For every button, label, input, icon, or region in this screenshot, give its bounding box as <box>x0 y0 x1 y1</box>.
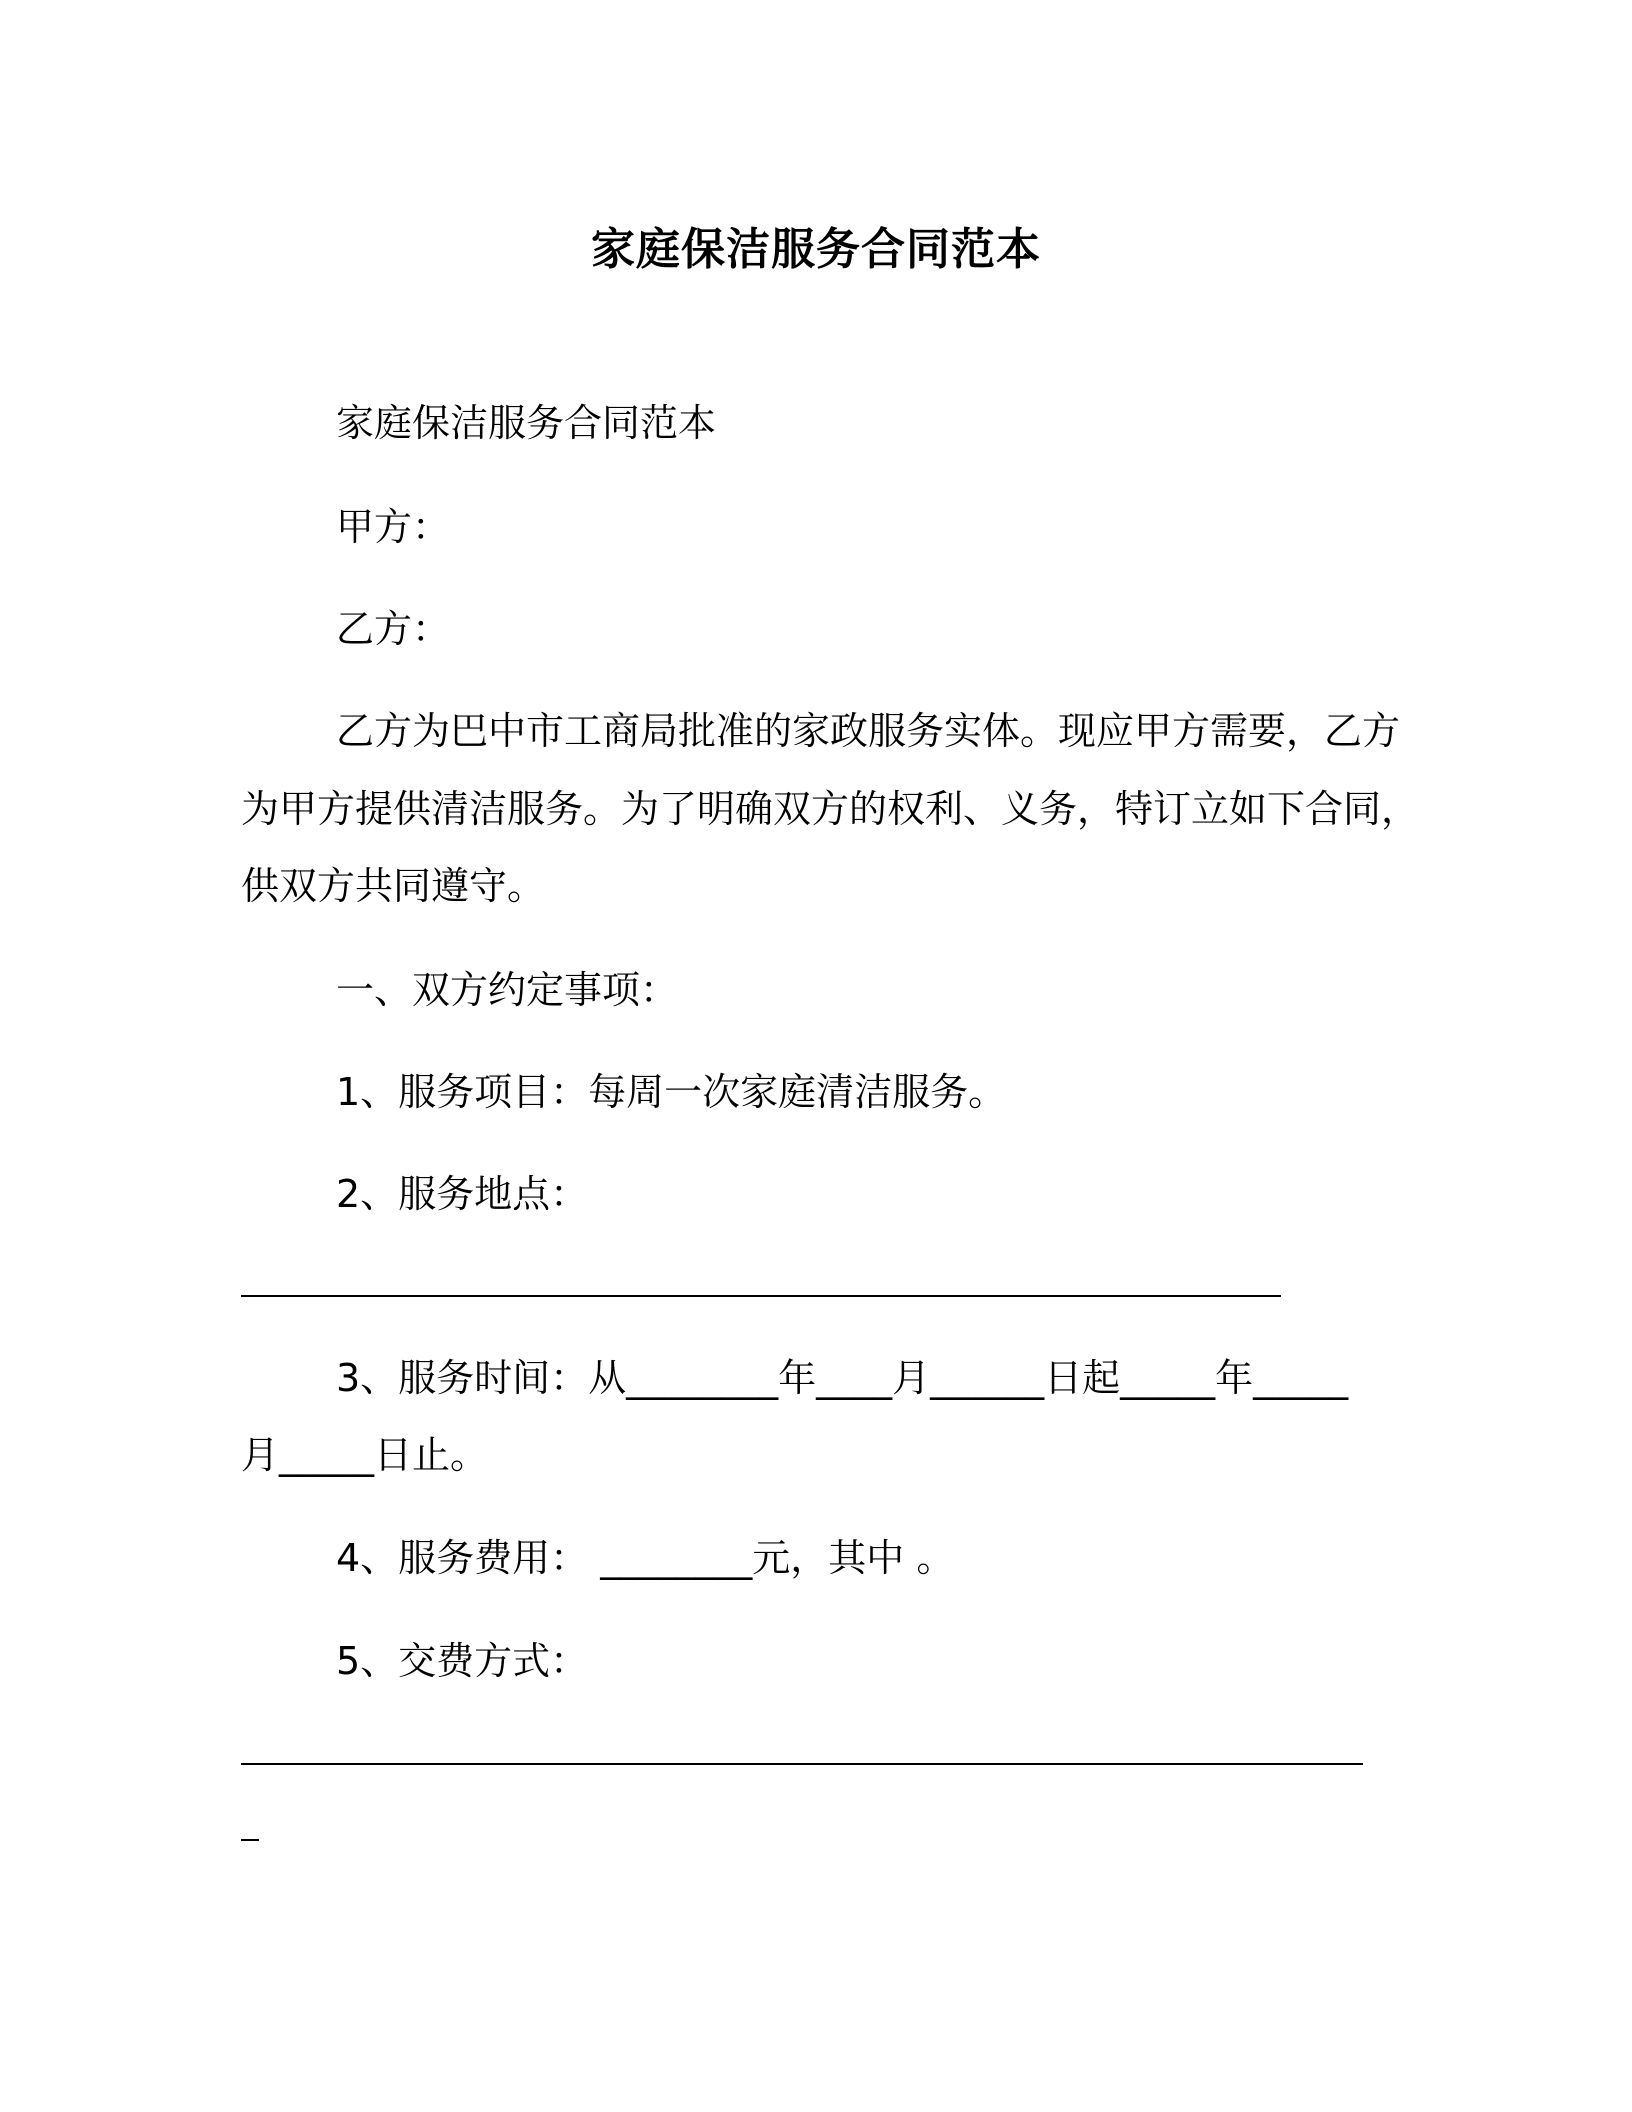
section-1-heading: 一、双方约定事项： <box>336 968 679 1012</box>
intro-paragraph-line-1: 乙方为巴中市工商局批准的家政服务实体。现应甲方需要，乙方 <box>336 709 1401 753</box>
party-b-label: 乙方： <box>336 607 451 651</box>
blank-line-payment <box>241 1763 1363 1765</box>
item-3-service-time-line-2: 月_____日止。 <box>241 1433 489 1477</box>
item-3-service-time-line-1: 3、服务时间：从________年____月______日起_____年_____ <box>336 1356 1349 1400</box>
document-title: 家庭保洁服务合同范本 <box>591 224 1041 275</box>
blank-line-location <box>241 1295 1281 1297</box>
document-subtitle: 家庭保洁服务合同范本 <box>336 401 717 445</box>
intro-paragraph-line-2: 为甲方提供清洁服务。为了明确双方的权利、义务，特订立如下合同， <box>241 787 1420 831</box>
item-4-service-fee: 4、服务费用： ________元，其中 。 <box>336 1536 955 1580</box>
blank-line-payment-continuation <box>241 1839 259 1841</box>
item-5-payment-method: 5、交费方式： <box>336 1639 589 1683</box>
item-1-service-items: 1、服务项目：每周一次家庭清洁服务。 <box>336 1070 1007 1114</box>
party-a-label: 甲方： <box>336 505 451 549</box>
intro-paragraph-line-3: 供双方共同遵守。 <box>241 864 546 908</box>
item-2-service-location: 2、服务地点： <box>336 1172 589 1216</box>
